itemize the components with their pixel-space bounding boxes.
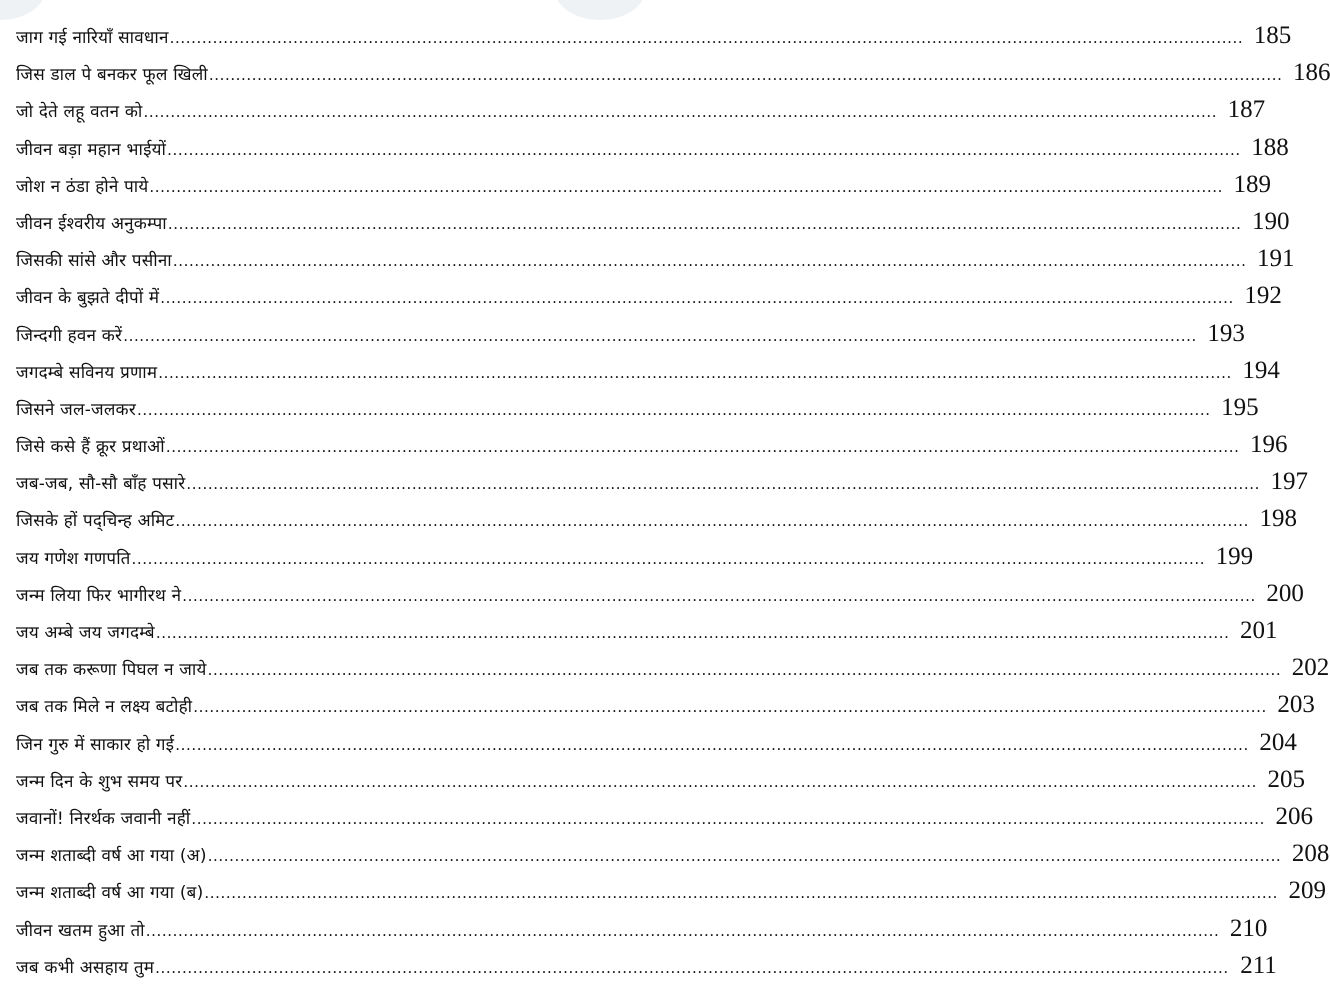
toc-entry-title: जाग गई नारियाँ सावधान — [16, 28, 169, 48]
toc-entry — [16, 431, 1288, 468]
toc-entry-title: जोश न ठंडा होने पाये — [16, 176, 149, 197]
toc-entry-page-number: 193 — [1207, 319, 1245, 347]
toc-entry-title: जिसकी सांसे और पसीना — [16, 251, 172, 272]
toc-entry-page-number: 204 — [1259, 728, 1297, 756]
toc-entry-title: जिसने जल-जलकर — [16, 399, 136, 420]
toc-entry — [16, 802, 1314, 840]
dot-leader: ........................................................................................................................................................................................................ — [193, 698, 1267, 717]
dot-leader: ........................................................................................................................................................................................................ — [131, 549, 1206, 568]
dot-leader: ........................................................................................................................................................................................................ — [175, 735, 1249, 754]
toc-entry-title: जगदम्बे सविनय प्रणाम — [16, 362, 158, 383]
dot-leader: ........................................................................................................................................................................................................ — [169, 29, 1244, 47]
dot-leader: ........................................................................................................................................................................................................ — [149, 177, 1224, 196]
toc-entry-page-number: 190 — [1252, 207, 1290, 235]
toc-entry — [16, 393, 1259, 431]
toc-entry-title: जीवन के बुझते दीपों में — [16, 288, 160, 309]
toc-entry-page-number: 206 — [1275, 802, 1314, 830]
toc-entry-title: जवानों! निरर्थक जवानी नहीं — [16, 808, 191, 829]
toc-entry-page-number: 209 — [1288, 877, 1327, 905]
toc-entry-page-number: 199 — [1215, 542, 1254, 570]
toc-entry-page-number: 185 — [1253, 22, 1292, 49]
dot-leader: ........................................................................................................................................................................................................ — [158, 363, 1232, 382]
toc-entry-title: जिस डाल पे बनकर फूल खिली — [16, 65, 208, 86]
toc-entry — [16, 691, 1315, 728]
corner-decoration-right — [555, 0, 645, 20]
dot-leader: ........................................................................................................................................................................................................ — [167, 214, 1242, 233]
toc-entry-page-number: 195 — [1221, 393, 1259, 421]
toc-entry — [16, 133, 1289, 171]
toc-entry — [16, 282, 1282, 319]
toc-entry-page-number: 208 — [1291, 840, 1330, 868]
toc-entry-page-number: 188 — [1251, 133, 1289, 161]
toc-entry-page-number: 194 — [1242, 356, 1280, 384]
toc-entry — [16, 728, 1297, 766]
toc-entry-title: जिन्दगी हवन करें — [16, 325, 123, 346]
toc-entry-title: जन्म शताब्दी वर्ष आ गया (ब) — [16, 883, 204, 904]
corner-decoration-left — [0, 0, 45, 20]
toc-entry — [16, 951, 1277, 989]
toc-entry — [16, 59, 1330, 96]
dot-leader: ........................................................................................................................................................................................................ — [208, 66, 1283, 85]
toc-entry — [16, 654, 1330, 691]
toc-entry-page-number: 210 — [1229, 914, 1268, 942]
toc-entry — [16, 877, 1327, 914]
toc-entry — [16, 96, 1266, 133]
toc-entry — [16, 914, 1268, 952]
toc-entry — [16, 356, 1280, 394]
dot-leader: ........................................................................................................................................................................................................ — [182, 586, 1256, 605]
toc-entry — [16, 765, 1305, 803]
dot-leader: ........................................................................................................................................................................................................ — [207, 661, 1282, 680]
toc-entry-page-number: 203 — [1277, 691, 1315, 719]
toc-entry — [16, 505, 1297, 542]
toc-entry-page-number: 200 — [1266, 579, 1304, 607]
toc-entry-page-number: 202 — [1291, 654, 1330, 682]
dot-leader: ........................................................................................................................................................................................................ — [160, 289, 1234, 308]
toc-entry-page-number: 189 — [1233, 170, 1272, 198]
toc-entry-page-number: 197 — [1270, 468, 1308, 496]
toc-entry-title: जीवन खतम हुआ तो — [16, 920, 145, 941]
toc-entry-page-number: 211 — [1240, 951, 1277, 979]
dot-leader: ........................................................................................................................................................................................................ — [165, 438, 1240, 457]
toc-entry-page-number: 201 — [1239, 617, 1278, 644]
toc-entry — [16, 468, 1308, 505]
toc-entry-page-number: 191 — [1257, 245, 1295, 273]
toc-entry-page-number: 205 — [1267, 765, 1305, 793]
toc-entry — [16, 542, 1254, 580]
dot-leader: ........................................................................................................................................................................................................ — [155, 624, 1230, 642]
toc-entry-title: जन्म दिन के शुभ समय पर — [16, 771, 183, 792]
dot-leader: ........................................................................................................................................................................................................ — [207, 847, 1282, 866]
dot-leader: ........................................................................................................................................................................................................ — [191, 809, 1266, 828]
toc-entry — [16, 617, 1278, 654]
toc-entry-page-number: 187 — [1227, 96, 1266, 124]
table-of-contents — [16, 22, 1330, 989]
toc-entry-title: जब तक करूणा पिघल न जाये — [16, 660, 207, 681]
dot-leader: ........................................................................................................................................................................................................ — [136, 400, 1211, 419]
dot-leader: ........................................................................................................................................................................................................ — [186, 475, 1260, 494]
toc-entry — [16, 319, 1245, 357]
toc-entry-title: जिन गुरु में साकार हो गई — [16, 734, 175, 755]
toc-entry — [16, 245, 1295, 282]
dot-leader: ........................................................................................................................................................................................................ — [172, 252, 1247, 271]
dot-leader: ........................................................................................................................................................................................................ — [143, 103, 1218, 122]
toc-entry-page-number: 192 — [1244, 282, 1282, 310]
dot-leader: ........................................................................................................................................................................................................ — [155, 958, 1229, 977]
toc-entry-title: जय गणेश गणपति — [16, 548, 131, 569]
toc-entry-title: जो देते लहू वतन को — [16, 102, 143, 123]
toc-entry-title: जिसके हों पद्‌चिन्ह अमिट — [16, 511, 175, 532]
toc-entry-page-number: 196 — [1249, 431, 1288, 459]
toc-entry — [16, 170, 1272, 208]
toc-entry-page-number: 198 — [1259, 505, 1297, 533]
toc-entry-title: जब तक मिले न लक्ष्य बटोही — [16, 697, 193, 718]
toc-entry-title: जब-जब, सौ-सौ बाँह पसारे — [16, 474, 186, 495]
toc-entry — [16, 840, 1330, 877]
dot-leader: ........................................................................................................................................................................................................ — [204, 884, 1279, 903]
toc-entry-title: जय अम्बे जय जगदम्बे — [16, 623, 155, 643]
dot-leader: ........................................................................................................................................................................................................ — [175, 512, 1249, 531]
toc-entry — [16, 22, 1292, 59]
toc-entry-title: जीवन बड़ा महान भाईयों — [16, 139, 167, 160]
dot-leader: ........................................................................................................................................................................................................ — [167, 140, 1241, 159]
toc-entry-page-number: 186 — [1292, 59, 1330, 87]
toc-entry — [16, 579, 1304, 617]
toc-entry-title: जन्म शताब्दी वर्ष आ गया (अ) — [16, 846, 207, 867]
dot-leader: ........................................................................................................................................................................................................ — [145, 921, 1220, 940]
toc-entry-title: जिसे कसे हैं क्रूर प्रथाओं — [16, 437, 165, 458]
dot-leader: ........................................................................................................................................................................................................ — [183, 772, 1257, 791]
toc-entry-title: जन्म लिया फिर भागीरथ ने — [16, 585, 182, 606]
toc-entry-title: जीवन ईश्वरीय अनुकम्पा — [16, 213, 167, 234]
dot-leader: ........................................................................................................................................................................................................ — [123, 326, 1197, 345]
toc-entry — [16, 207, 1290, 245]
toc-entry-title: जब कभी असहाय तुम — [16, 957, 155, 978]
